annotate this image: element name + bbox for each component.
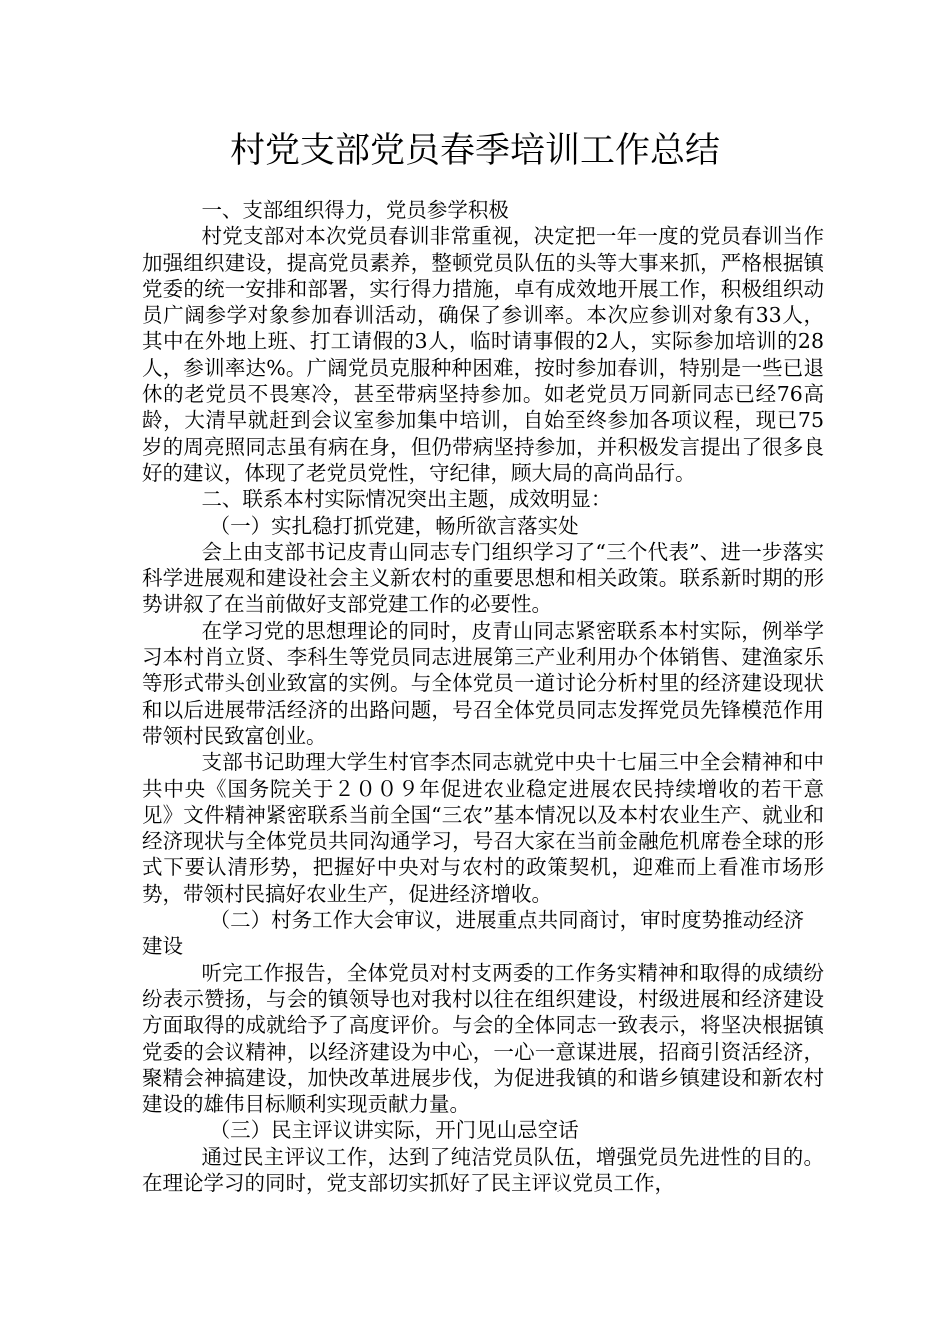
- document-body: [142, 197, 824, 1196]
- body-paragraph: 在学习党的思想理论的同时，皮青山同志紧密联系本村实际，例举学习本村肖立贤、李科生等党员同志进展第三产业利用办个体销售、建渔家乐等形式带头创业致富的实例。与全体党员一道讨论分析村里的经济建设现状和以后进展带活经济的出路问题，号召全体党员同志发挥党员先锋模范作用带领村民致富创业。: [142, 618, 824, 748]
- document-title: 村党支部党员春季培训工作总结: [229, 131, 720, 171]
- subsection-heading: （二）村务工作大会审议，进展重点共同商讨，审时度势推动经济建设: [142, 908, 805, 959]
- body-paragraph: 会上由支部书记皮青山同志专门组织学习了“三个代表”、进一步落实科学进展观和建设社会主义新农村的重要思想和相关政策。联系新时期的形势讲叙了在当前做好支部党建工作的必要性。: [142, 539, 824, 617]
- subsection-heading: （一）实扎稳打抓党建，畅所欲言落实处: [209, 513, 579, 538]
- section-heading: 二、联系本村实际情况突出主题，成效明显：: [201, 487, 612, 512]
- body-paragraph: 村党支部对本次党员春训非常重视，决定把一年一度的党员春训当作加强组织建设，提高党员素养，整顿党员队伍的头等大事来抓，严格根据镇党委的统一安排和部署，实行得力措施，卓有成效地开展工作，积极组织动员广阔参学对象参加春训活动，确保了参训率。本次应参训对象有33人，其中在外地上班、打工请假的3人，临时请事假的2人，实际参加培训的28人，参训率达%。广阔党员克服种种困难，按时参加春训，特别是一些已退休的老党员不畏寒冷，甚至带病坚持参加。如老党员万同新同志已经76高龄，大清早就赶到会议室参加集中培训，自始至终参加各项议程，现已75岁的周亮照同志虽有病在身，但仍带病坚持参加，并积极发言提出了很多良好的建议，体现了老党员党性，守纪律，顾大局的高尚品行。: [142, 224, 824, 485]
- section-heading: 一、支部组织得力，党员参学积极: [201, 198, 509, 222]
- body-paragraph: 支部书记助理大学生村官李杰同志就党中央十七届三中全会精神和中共中央《国务院关于２００９年促进农业稳定进展农民持续增收的若干意见》文件精神紧密联系当前全国“三农”基本情况以及本村农业生产、就业和经济现状与全体党员共同沟通学习，号召大家在当前金融危机席卷全球的形式下要认清形势，把握好中央对与农村的政策契机，迎难而上看准市场形势，带领村民搞好农业生产，促进经济增收。: [142, 750, 824, 906]
- body-paragraph: 通过民主评议工作，达到了纯洁党员队伍，增强党员先进性的目的。在理论学习的同时，党支部切实抓好了民主评议党员工作，: [142, 1144, 824, 1195]
- subsection-heading: （三）民主评议讲实际，开门见山忌空话: [209, 1118, 579, 1143]
- body-paragraph: 听完工作报告，全体党员对村支两委的工作务实精神和取得的成绩纷纷表示赞扬，与会的镇领导也对我村以往在组织建设，村级进展和经济建设方面取得的成就给予了高度评价。与会的全体同志一致表示，将坚决根据镇党委的会议精神，以经济建设为中心，一心一意谋进展，招商引资活经济，聚精会神搞建设，加快改革进展步伐，为促进我镇的和谐乡镇建设和新农村建设的雄伟目标顺利实现贡献力量。: [142, 960, 824, 1117]
